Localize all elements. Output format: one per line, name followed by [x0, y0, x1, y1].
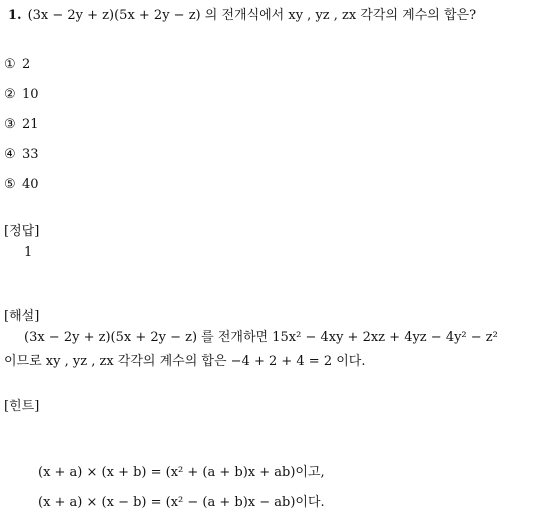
choice-value: 33: [22, 147, 39, 162]
hint-line-1: (x + a) × (x + b) = (x² + (a + b)x + ab)이고,: [38, 465, 325, 480]
choice-item[interactable]: [4, 177, 39, 193]
choice-item[interactable]: [4, 87, 39, 103]
hint-label: [힌트]: [4, 399, 40, 414]
choice-marker: ④: [4, 147, 16, 162]
explanation-line-2: 이므로 xy , yz , zx 각각의 계수의 합은 −4 + 2 + 4 = 2 이다.: [4, 354, 366, 369]
question-number: 1.: [8, 8, 22, 23]
answer-label: [정답]: [4, 224, 40, 239]
choice-value: 21: [22, 117, 39, 132]
choice-value: 2: [22, 57, 31, 72]
choice-item[interactable]: [4, 117, 39, 133]
choice-marker: ②: [4, 87, 16, 102]
explanation-line-1: (3x − 2y + z)(5x + 2y − z) 를 전개하면 15x² − 4xy + 2xz + 4yz − 4y² − z²: [24, 330, 498, 345]
choice-item[interactable]: [4, 57, 30, 73]
choice-item[interactable]: [4, 147, 39, 163]
choice-marker: ①: [4, 57, 16, 72]
choice-value: 10: [22, 87, 39, 102]
question-line: [8, 8, 476, 24]
question-text: (3x − 2y + z)(5x + 2y − z) 의 전개식에서 xy , yz , zx 각각의 계수의 합은?: [27, 8, 477, 23]
choice-marker: ③: [4, 117, 16, 132]
hint-line-2: (x + a) × (x − b) = (x² − (a + b)x − ab)이다.: [38, 495, 325, 510]
choice-value: 40: [22, 177, 39, 192]
answer-value: 1: [24, 245, 33, 260]
choice-marker: ⑤: [4, 177, 16, 192]
explanation-label: [해설]: [4, 309, 40, 324]
